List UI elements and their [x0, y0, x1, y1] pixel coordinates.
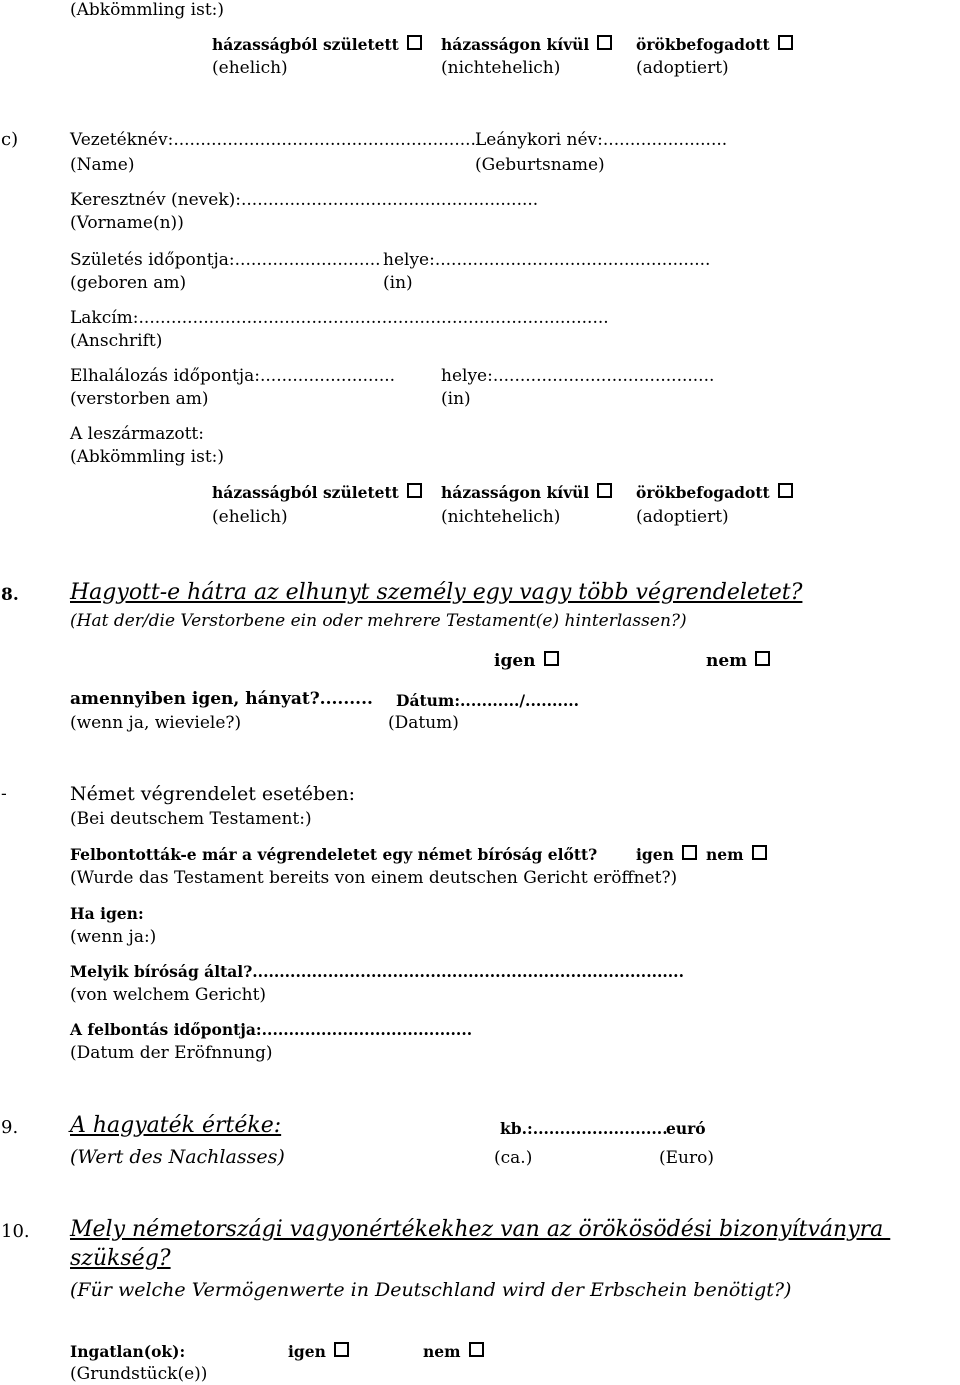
option-nichtehelich-de: (nichtehelich)	[441, 58, 561, 78]
currency-label: euró	[666, 1119, 706, 1138]
if-yes-label: Ha igen:	[70, 904, 144, 923]
option-label: házasságból született	[212, 35, 399, 54]
address-field[interactable]: Lakcím:.......................................................................................	[70, 308, 609, 328]
checkbox-icon[interactable]	[755, 651, 770, 666]
maiden-name-label-de: (Geburtsname)	[475, 155, 605, 175]
section-letter: c)	[1, 129, 19, 150]
if-yes-label-de: (wenn ja:)	[70, 927, 157, 947]
opened-question: Felbontották-e már a végrendeletet egy német bíróság előtt?	[70, 845, 598, 864]
option-label: házasságon kívül	[441, 35, 590, 54]
german-testament-title: Német végrendelet esetében:	[70, 783, 356, 805]
checkbox-icon[interactable]	[597, 483, 612, 498]
section-title-line1: Mely németországi vagyonértékekhez van az örökösödési bizonyítványra	[70, 1217, 891, 1242]
option-adoptiert[interactable]	[636, 483, 793, 503]
option-ehelich[interactable]	[212, 35, 422, 55]
option-label: örökbefogadott	[636, 483, 770, 502]
descendant-label-de: (Abkömmling ist:)	[70, 0, 225, 20]
currency-label-de: (Euro)	[659, 1148, 714, 1168]
checkbox-icon[interactable]	[597, 35, 612, 50]
opened-yes-option[interactable]	[636, 845, 697, 865]
checkbox-icon[interactable]	[407, 35, 422, 50]
option-ehelich[interactable]	[212, 483, 422, 503]
option-ehelich-de: (ehelich)	[212, 58, 288, 78]
option-nichtehelich[interactable]	[441, 35, 612, 55]
checkbox-icon[interactable]	[407, 483, 422, 498]
property-label-de: (Grundstück(e))	[70, 1364, 208, 1384]
no-label: nem	[706, 651, 748, 671]
firstname-field[interactable]: Keresztnév (nevek):.......................................................	[70, 190, 539, 210]
no-option[interactable]	[706, 651, 770, 671]
address-label-de: (Anschrift)	[70, 331, 163, 351]
property-no-option[interactable]	[423, 1342, 484, 1362]
opened-no-option[interactable]	[706, 845, 767, 865]
court-field[interactable]: Melyik bíróság által?................................................................................	[70, 962, 684, 981]
count-label-de: (wenn ja, wieviele?)	[70, 713, 242, 733]
death-place-label-de: (in)	[441, 389, 471, 409]
checkbox-icon[interactable]	[682, 845, 697, 860]
birth-place-field[interactable]: helye:...................................................	[383, 250, 711, 270]
count-field[interactable]: amennyiben igen, hányat?.........	[70, 689, 373, 709]
property-yes-option[interactable]	[288, 1342, 349, 1362]
checkbox-icon[interactable]	[544, 651, 559, 666]
descendant-label-de: (Abkömmling ist:)	[70, 447, 225, 467]
opening-date-field[interactable]: A felbontás időpontja:.......................................	[70, 1020, 473, 1039]
option-nichtehelich[interactable]	[441, 483, 612, 503]
maiden-name-field[interactable]: Leánykori név:.......................	[475, 130, 728, 150]
birth-date-label-de: (geboren am)	[70, 273, 187, 293]
descendant-label: A leszármazott:	[70, 424, 204, 444]
section-subtitle: (Für welche Vermögenwerte in Deutschland wird der Erbschein benötigt?)	[70, 1279, 792, 1301]
checkbox-icon[interactable]	[469, 1342, 484, 1357]
option-adoptiert-de: (adoptiert)	[636, 58, 729, 78]
death-date-label-de: (verstorben am)	[70, 389, 209, 409]
date-label-de: (Datum)	[388, 713, 459, 733]
option-adoptiert-de: (adoptiert)	[636, 507, 729, 527]
death-place-field[interactable]: helye:.........................................	[441, 366, 715, 386]
option-adoptiert[interactable]	[636, 35, 793, 55]
birth-place-label-de: (in)	[383, 273, 413, 293]
checkbox-icon[interactable]	[334, 1342, 349, 1357]
checkbox-icon[interactable]	[752, 845, 767, 860]
surname-label-de: (Name)	[70, 155, 135, 175]
german-testament-de: (Bei deutschem Testament:)	[70, 809, 312, 829]
section-title: A hagyaték értéke:	[70, 1113, 282, 1138]
section-subtitle: (Wert des Nachlasses)	[70, 1146, 285, 1168]
date-field[interactable]: Dátum:.........../..........	[396, 691, 580, 710]
opening-date-label-de: (Datum der Eröfnnung)	[70, 1043, 273, 1063]
section-title: Hagyott-e hátra az elhunyt személy egy vagy több végrendeletet?	[70, 580, 803, 605]
firstname-label-de: (Vorname(n))	[70, 213, 184, 233]
option-label: házasságon kívül	[441, 483, 590, 502]
section-subtitle: (Hat der/die Verstorbene ein oder mehrere Testament(e) hinterlassen?)	[70, 611, 687, 631]
opened-question-de: (Wurde das Testament bereits von einem deutschen Gericht eröffnet?)	[70, 868, 678, 888]
death-date-field[interactable]: Elhalálozás időpontja:.........................	[70, 366, 396, 386]
no-label: nem	[706, 845, 744, 864]
no-label: nem	[423, 1342, 461, 1361]
court-label-de: (von welchem Gericht)	[70, 985, 267, 1005]
section-title-line2: szükség?	[70, 1246, 171, 1271]
yes-label: igen	[636, 845, 674, 864]
checkbox-icon[interactable]	[778, 483, 793, 498]
dash: -	[1, 784, 7, 804]
yes-option[interactable]	[494, 651, 559, 671]
option-nichtehelich-de: (nichtehelich)	[441, 507, 561, 527]
option-label: örökbefogadott	[636, 35, 770, 54]
yes-label: igen	[288, 1342, 326, 1361]
section-number: 10.	[1, 1221, 30, 1242]
birth-date-field[interactable]: Születés időpontja:...........................	[70, 250, 381, 270]
approx-value-field[interactable]: kb.:.........................	[500, 1119, 668, 1138]
yes-label: igen	[494, 651, 536, 671]
checkbox-icon[interactable]	[778, 35, 793, 50]
section-number: 8.	[1, 585, 19, 605]
surname-field[interactable]: Vezetéknév:.........................................................	[70, 130, 482, 150]
option-ehelich-de: (ehelich)	[212, 507, 288, 527]
option-label: házasságból született	[212, 483, 399, 502]
property-label: Ingatlan(ok):	[70, 1342, 186, 1361]
approx-label-de: (ca.)	[494, 1148, 533, 1168]
section-number: 9.	[1, 1117, 19, 1138]
